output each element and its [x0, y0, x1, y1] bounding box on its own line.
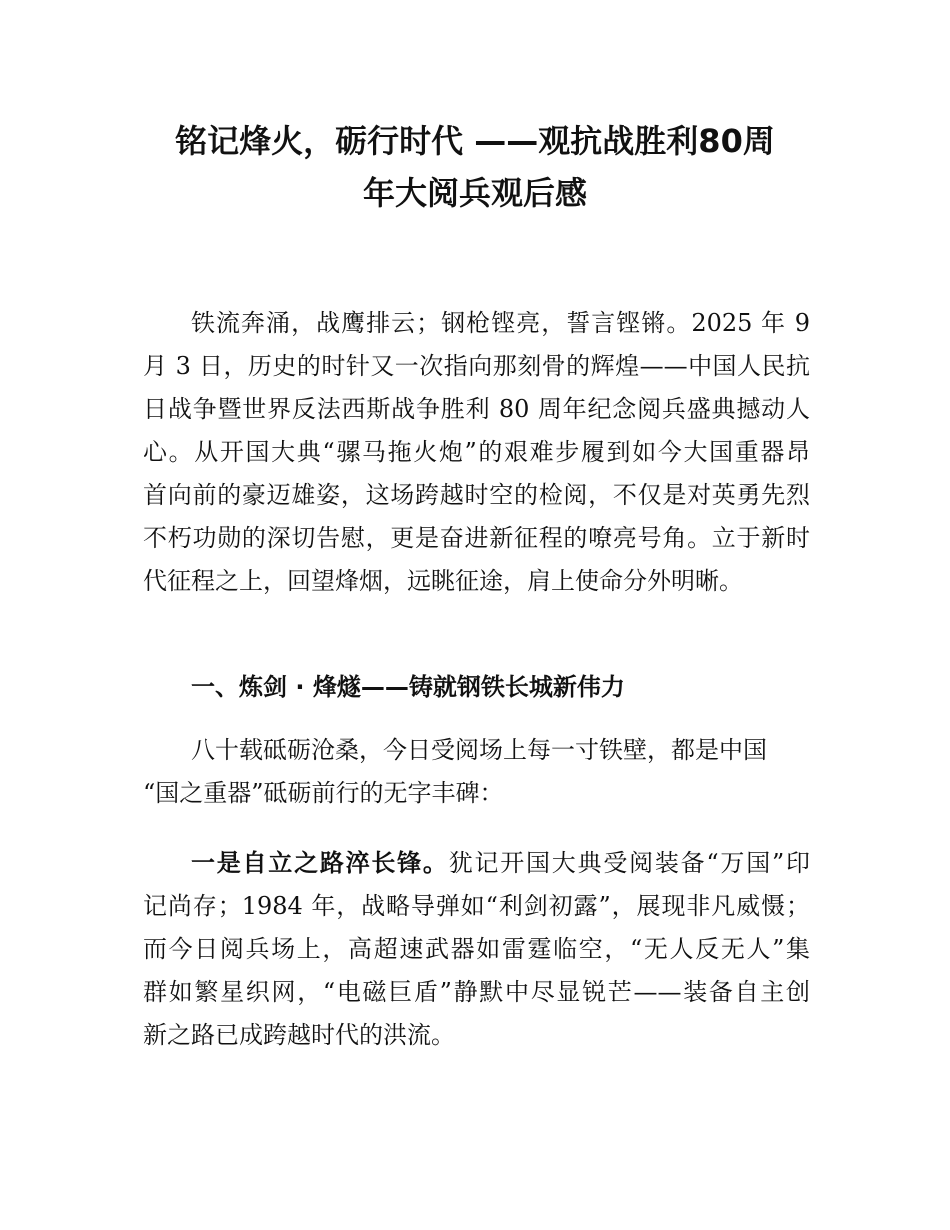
text-line: 而今日阅兵场上，高超速武器如雷霆临空，“无人反无人”集 — [143, 935, 810, 963]
text-line: 八十载砥砺沧桑，今日受阅场上每一寸铁壁，都是中国 — [191, 736, 767, 764]
bold-lead: 一是自立之路淬长锋。 — [191, 849, 449, 877]
text-line: 群如繁星织网，“电磁巨盾”静默中尽显锐芒——装备自主创 — [143, 978, 810, 1006]
text-line: 不朽功勋的深切告慰，更是奋进新征程的嘹亮号角。立于新时 — [143, 524, 810, 552]
document-title — [100, 115, 850, 219]
text-line: 心。从开国大典“骡马拖火炮”的艰难步履到如今大国重器昂 — [143, 438, 810, 466]
text-line: “国之重器”砥砺前行的无字丰碑： — [143, 779, 504, 807]
text-line: 记尚存；1984 年，战略导弹如“利剑初露”，展现非凡威慑； — [143, 892, 810, 920]
text-line — [143, 842, 810, 885]
text-line: 月 3 日，历史的时针又一次指向那刻骨的辉煌——中国人民抗 — [143, 352, 810, 380]
text-line: 首向前的豪迈雄姿，这场跨越时空的检阅，不仅是对英勇先烈 — [143, 481, 810, 509]
title-line-2: 年大阅兵观后感 — [362, 174, 587, 212]
text-line: 铁流奔涌，战鹰排云；钢枪铿亮，誓言铿锵。2025 年 9 — [191, 309, 810, 337]
point-one-paragraph — [143, 842, 810, 1057]
text-line: 日战争暨世界反法西斯战争胜利 80 周年纪念阅兵盛典撼动人 — [143, 395, 810, 423]
text-line: 新之路已成跨越时代的洪流。 — [143, 1021, 455, 1049]
lead-rest: 犹记开国大典受阅装备“万国”印 — [448, 849, 811, 877]
section-heading: 一、炼剑 · 烽燧——铸就钢铁长城新伟力 — [191, 673, 625, 701]
text-line: 代征程之上，回望烽烟，远眺征途，肩上使命分外明晰。 — [143, 567, 743, 595]
section-intro-paragraph — [143, 729, 810, 815]
intro-paragraph — [143, 302, 810, 603]
title-line-1: 铭记烽火，砺行时代 ——观抗战胜利80周 — [175, 122, 775, 160]
